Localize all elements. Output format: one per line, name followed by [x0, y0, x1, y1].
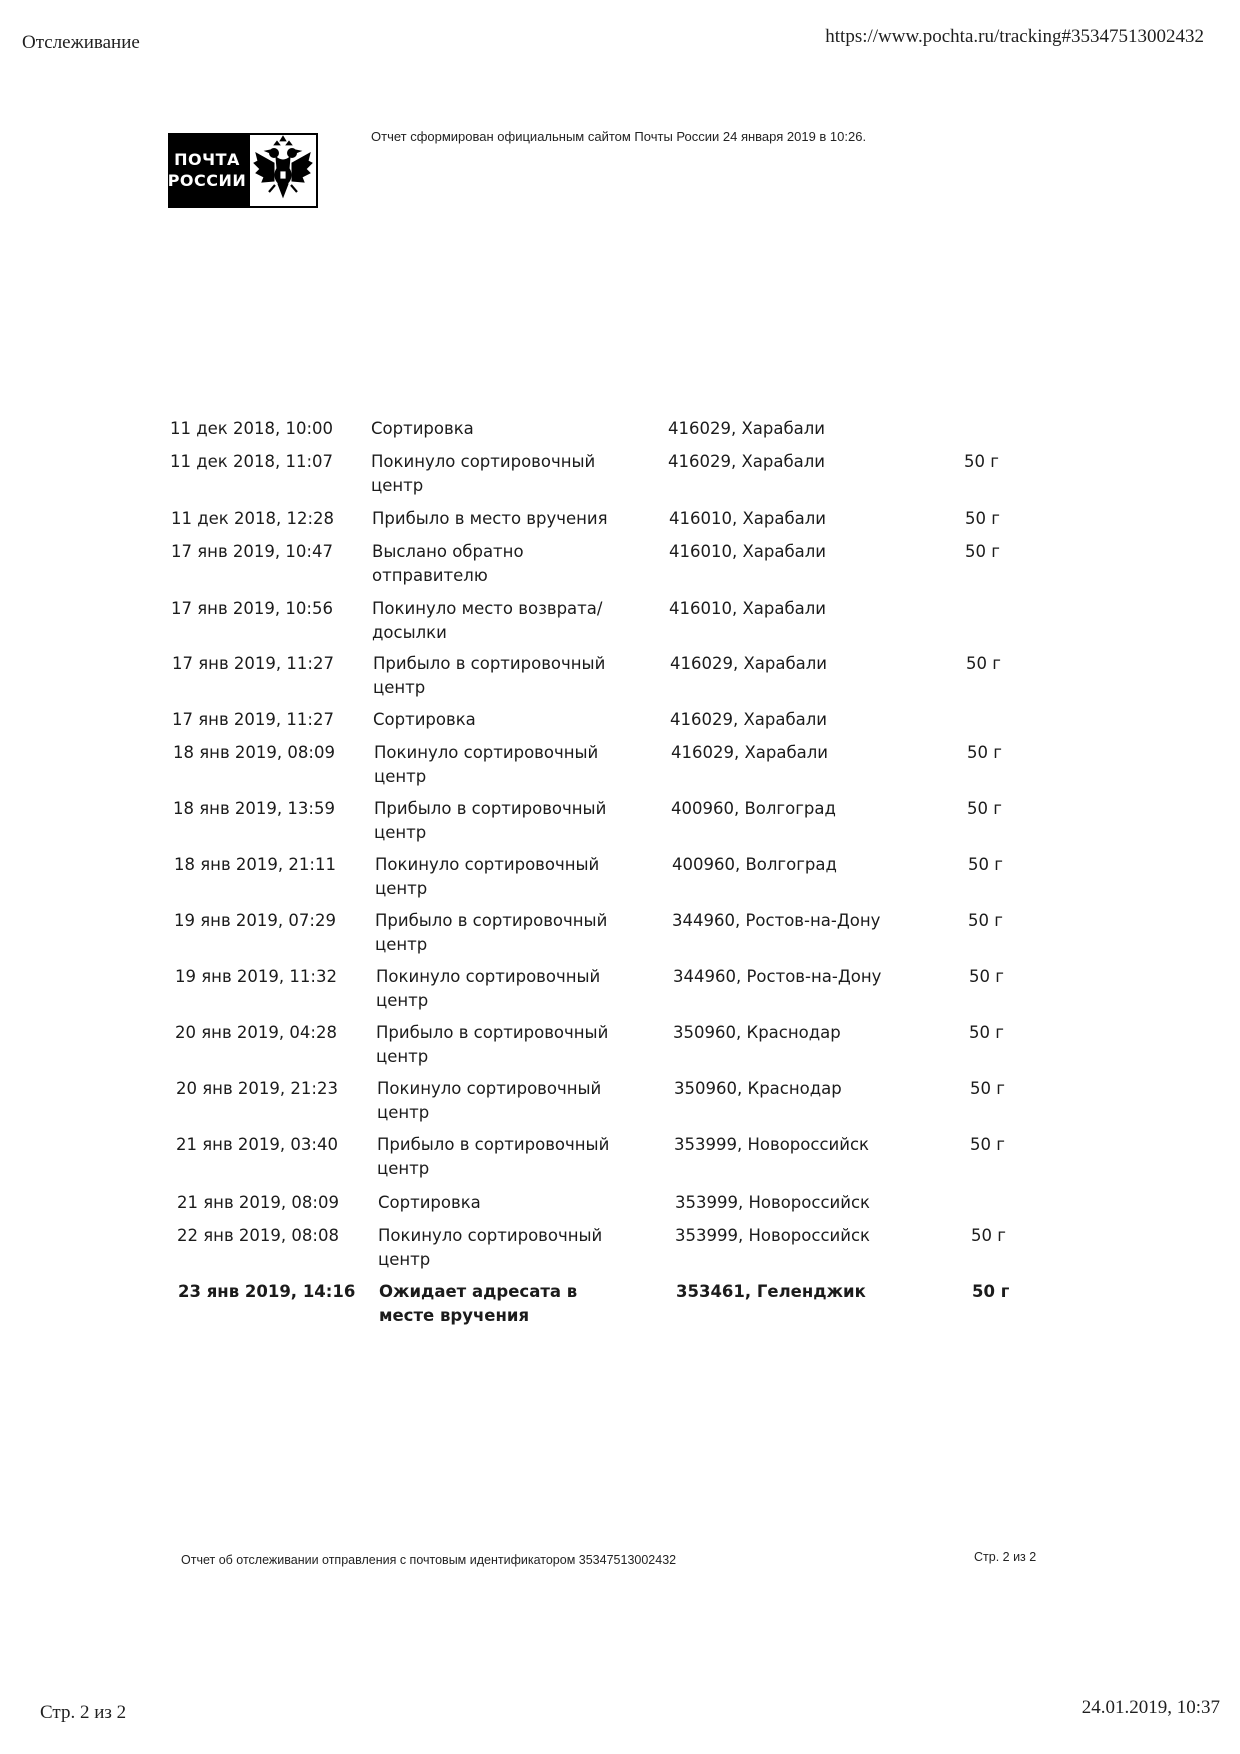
event-status: Ожидает адресата в месте вручения: [379, 1282, 578, 1325]
event-location: 350960, Краснодар: [674, 1079, 842, 1098]
event-location: 416029, Харабали: [671, 743, 829, 762]
event-status: Покинуло место возврата/досылки: [372, 599, 603, 642]
event-location: 353999, Новороссийск: [675, 1193, 870, 1212]
event-location: 353999, Новороссийск: [675, 1226, 870, 1245]
event-status: Прибыло в место вручения: [372, 509, 608, 528]
event-weight: 50 г: [968, 855, 1003, 874]
event-date: 21 янв 2019, 08:09: [177, 1193, 339, 1212]
event-location: 400960, Волгоград: [671, 799, 836, 818]
event-weight: 50 г: [970, 1135, 1005, 1154]
event-status: Покинуло сортировочный центр: [375, 855, 600, 898]
logo-line2: РОССИИ: [168, 171, 247, 190]
event-location: 353999, Новороссийск: [674, 1135, 869, 1154]
event-location: 350960, Краснодар: [673, 1023, 841, 1042]
print-header-title: Отслеживание: [22, 32, 140, 53]
event-status: Прибыло в сортировочный центр: [376, 1023, 609, 1066]
event-status: Прибыло в сортировочный центр: [374, 799, 607, 842]
event-status: Покинуло сортировочный центр: [376, 967, 601, 1010]
event-weight: 50 г: [965, 509, 1000, 528]
event-weight: 50 г: [965, 542, 1000, 561]
event-weight: 50 г: [970, 1079, 1005, 1098]
event-date: 11 дек 2018, 11:07: [170, 452, 334, 471]
event-location: 344960, Ростов-на-Дону: [672, 911, 881, 930]
pochta-rossii-logo: [168, 133, 318, 208]
event-date: 17 янв 2019, 11:27: [172, 654, 334, 673]
event-status: Сортировка: [373, 710, 476, 729]
event-location: 400960, Волгоград: [672, 855, 837, 874]
event-weight: 50 г: [971, 1226, 1006, 1245]
logo-line1: ПОЧТА: [174, 150, 240, 169]
event-weight: 50 г: [964, 452, 999, 471]
event-location: 353461, Геленджик: [676, 1282, 866, 1301]
event-status: Прибыло в сортировочный центр: [373, 654, 606, 697]
report-generated-note: Отчет сформирован официальным сайтом Почты России 24 января 2019 в 10:26.: [371, 129, 867, 144]
event-weight: 50 г: [972, 1282, 1010, 1301]
event-weight: 50 г: [966, 654, 1001, 673]
logo-graphic: [168, 133, 318, 208]
event-status: Покинуло сортировочный центр: [371, 452, 596, 495]
print-footer-datetime: 24.01.2019, 10:37: [1081, 1697, 1220, 1718]
event-date: 17 янв 2019, 10:47: [171, 542, 333, 561]
event-status: Сортировка: [371, 419, 474, 438]
event-status: Покинуло сортировочный центр: [378, 1226, 603, 1269]
event-weight: 50 г: [967, 799, 1002, 818]
event-date: 17 янв 2019, 11:27: [172, 710, 334, 729]
event-date: 20 янв 2019, 04:28: [175, 1023, 337, 1042]
event-status: Прибыло в сортировочный центр: [377, 1135, 610, 1178]
event-weight: 50 г: [969, 967, 1004, 986]
event-location: 416029, Харабали: [670, 710, 828, 729]
event-date: 23 янв 2019, 14:16: [178, 1282, 356, 1301]
event-weight: 50 г: [968, 911, 1003, 930]
event-location: 416029, Харабали: [670, 654, 828, 673]
report-footer-page: Стр. 2 из 2: [974, 1550, 1037, 1564]
event-date: 21 янв 2019, 03:40: [176, 1135, 338, 1154]
report-footer-identifier: Отчет об отслеживании отправления с почтовым идентификатором 35347513002432: [181, 1553, 677, 1567]
event-date: 18 янв 2019, 21:11: [174, 855, 336, 874]
event-weight: 50 г: [969, 1023, 1004, 1042]
event-location: 344960, Ростов-на-Дону: [673, 967, 882, 986]
event-date: 20 янв 2019, 21:23: [176, 1079, 338, 1098]
event-location: 416010, Харабали: [669, 509, 827, 528]
event-status: Прибыло в сортировочный центр: [375, 911, 608, 954]
event-date: 19 янв 2019, 07:29: [174, 911, 336, 930]
event-weight: 50 г: [967, 743, 1002, 762]
event-status: Покинуло сортировочный центр: [374, 743, 599, 786]
event-location: 416029, Харабали: [668, 419, 826, 438]
event-status: Выслано обратно отправителю: [372, 542, 524, 585]
event-date: 11 дек 2018, 12:28: [171, 509, 335, 528]
event-date: 18 янв 2019, 13:59: [173, 799, 335, 818]
event-date: 11 дек 2018, 10:00: [170, 419, 334, 438]
event-location: 416010, Харабали: [669, 599, 827, 618]
event-location: 416010, Харабали: [669, 542, 827, 561]
event-date: 19 янв 2019, 11:32: [175, 967, 337, 986]
event-status: Покинуло сортировочный центр: [377, 1079, 602, 1122]
print-footer-page: Стр. 2 из 2: [40, 1702, 127, 1723]
event-date: 18 янв 2019, 08:09: [173, 743, 335, 762]
print-header-url: https://www.pochta.ru/tracking#35347513002432: [825, 26, 1204, 47]
event-location: 416029, Харабали: [668, 452, 826, 471]
event-date: 22 янв 2019, 08:08: [177, 1226, 339, 1245]
event-date: 17 янв 2019, 10:56: [171, 599, 333, 618]
event-status: Сортировка: [378, 1193, 481, 1212]
